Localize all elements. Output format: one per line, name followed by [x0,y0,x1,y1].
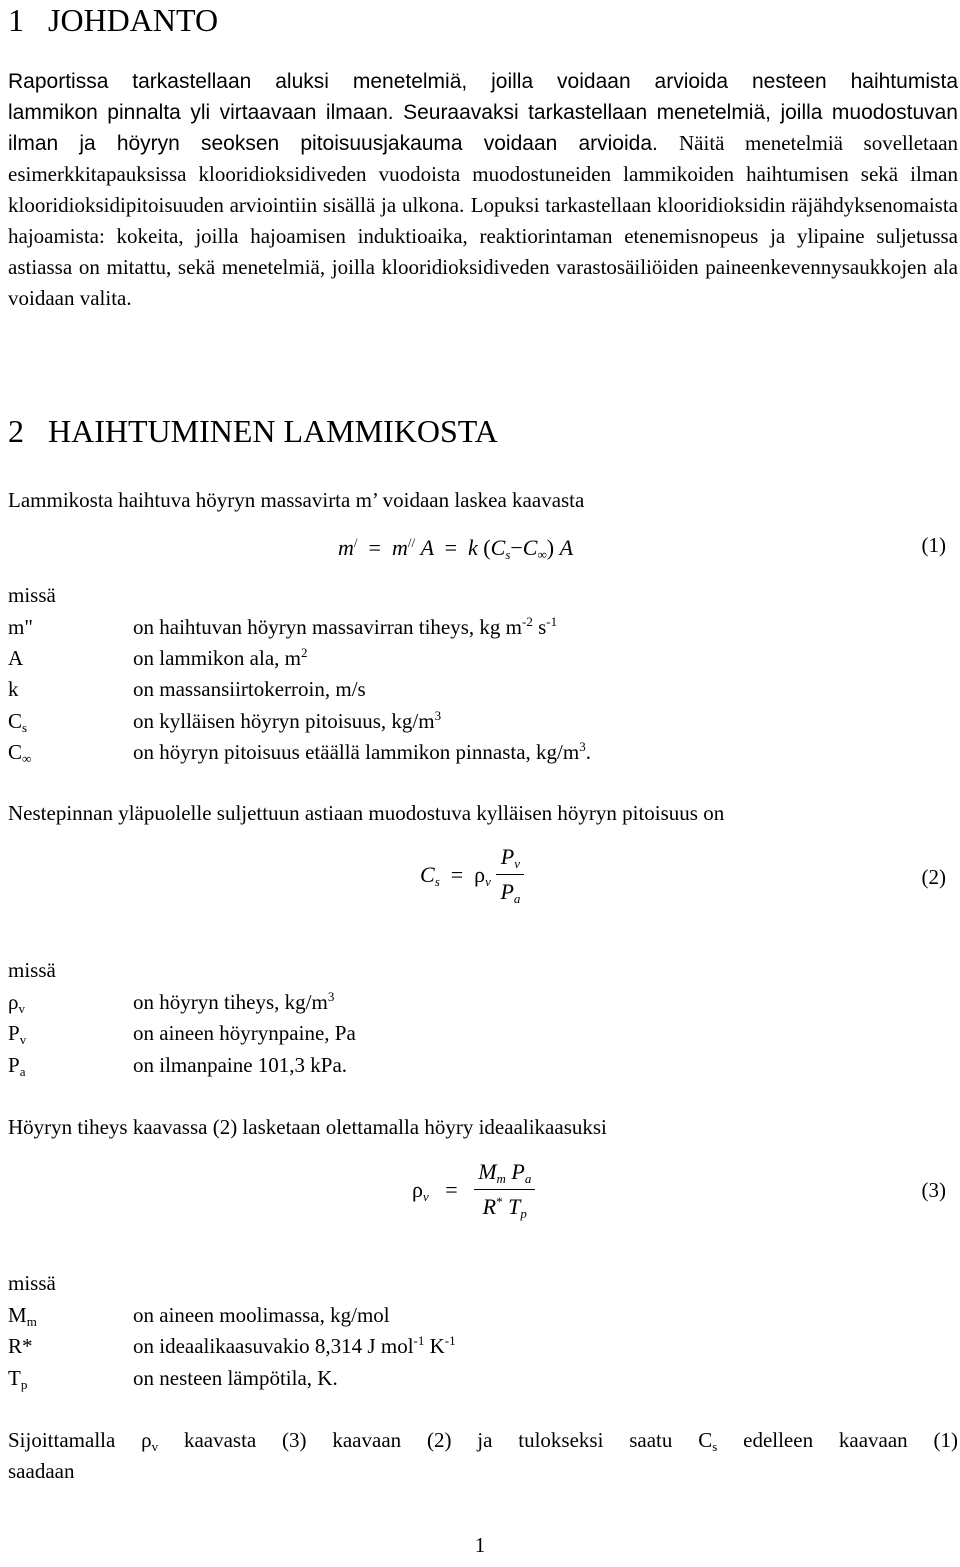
def3-sym-Mm [8,1300,37,1331]
eq3-den-R: R [482,1194,497,1219]
eq1-doubleprime: // [407,535,416,550]
def1-sym-A [8,643,23,674]
equation-1 [338,532,573,563]
sym-sub: a [19,1064,26,1079]
sym-sub: m [26,1314,37,1329]
sym-text: T [8,1366,21,1390]
def1-sym-Cinf [8,737,31,768]
sym-text: C [8,740,23,764]
final-a: Sijoittamalla [8,1428,142,1452]
final-c: edelleen kaavaan (1) [717,1428,958,1452]
sym-sub: s [22,720,28,735]
sym-sub: v [19,1032,27,1047]
eq3-rho: ρ [412,1176,423,1202]
eq1-minus: − [510,535,523,560]
eq2-rho: ρ [474,861,486,887]
equation-3 [412,1155,535,1224]
paragraph-line-1: Raportissa tarkastellaan aluksi menetelmiä, joilla voidaan arvioida nesteen haihtumista [8,70,958,93]
equation-1-number: (1) [921,533,946,557]
def-sup: 2 [300,645,308,660]
eq2-num-sub: v [514,856,521,871]
eq1-A2: A [559,535,574,560]
eq3-num-a: a [524,1171,532,1186]
eq3-den-star: * [496,1194,503,1209]
eq1-prime: / [353,535,358,550]
page-number: 1 [474,1533,486,1557]
def-mid: K [424,1334,445,1358]
def-text: on höyryn tiheys, kg/m [133,990,328,1014]
sym-text: m" [8,615,33,639]
final-paragraph [8,1425,958,1487]
def2-sym-Pv [8,1018,26,1049]
sym-text: ρ [8,990,19,1014]
eq1-C2: C [522,535,538,560]
def3-text-Tp: on nesteen lämpötila, K. [133,1366,338,1390]
def3-sym-R [8,1331,33,1362]
def1-text-mpp [133,612,557,643]
eq3-den-T: T [508,1194,521,1219]
eq2-num-P: P [500,844,515,869]
intro-eq1: Lammikosta haihtuva höyryn massavirta m’ voidaan laskea kaavasta [8,488,585,512]
section-2-number: 2 [8,413,24,449]
intro-eq2: Nestepinnan yläpuolelle suljettuun astiaan muodostuva kylläisen höyryn pitoisuus on [8,801,725,825]
eq3-num-m: m [496,1171,506,1186]
def2-text-rho [133,987,334,1018]
sym-text: P [8,1053,20,1077]
def-sup2: -1 [444,1333,456,1348]
eq1-C: C [490,535,506,560]
missa-label-1: missä [8,583,56,607]
eq2-numerator [496,840,524,875]
sym-sub: ∞ [22,751,32,766]
def-sup: 3 [327,989,335,1004]
section-1-number: 1 [8,2,24,38]
def2-sym-rho [8,987,25,1018]
def-text: on ideaalikaasuvakio 8,314 J mol [133,1334,414,1358]
def1-sym-k [8,674,19,705]
def-sup: 3 [579,739,586,754]
def-text: on kylläisen höyryn pitoisuus, kg/m [133,709,435,733]
def1-sym-Cs [8,706,27,737]
missa-label-2: missä [8,958,56,982]
def-sup: 3 [434,708,442,723]
eq3-v: v [422,1188,429,1204]
equation-3-number: (3) [921,1178,946,1202]
def1-text-A [133,643,307,674]
def2-sym-Pa [8,1050,25,1081]
def1-text-Cinf [133,737,591,768]
final-line-1 [8,1425,958,1456]
def1-text-k: on massansiirtokerroin, m/s [133,677,366,701]
final-v: v [151,1439,159,1454]
def3-text-R [133,1331,456,1362]
sym-sub: v [18,1001,25,1016]
eq2-den-sub: a [513,891,521,906]
eq1-inf: ∞ [537,547,547,562]
eq3-num-P: P [511,1159,525,1184]
eq1-lparen: ( [483,535,491,560]
def1-sym-mpp [8,612,33,643]
def2-text-Pv: on aineen höyrynpaine, Pa [133,1021,356,1045]
intro-eq3: Höyryn tiheys kaavassa (2) lasketaan olettamalla höyry ideaalikaasuksi [8,1115,607,1139]
eq2-s: s [434,873,440,889]
eq1-m: m [338,535,354,560]
def2-text-Pa: on ilmanpaine 101,3 kPa. [133,1053,348,1077]
eq3-equals: = [445,1176,458,1202]
eq2-denominator [496,875,524,909]
section-2-title: HAIHTUMINEN LAMMIKOSTA [48,413,498,449]
eq1-m2: m [391,535,408,560]
def-end: . [585,740,591,764]
eq3-num-M: M [478,1159,497,1184]
section-1-title: JOHDANTO [48,2,219,38]
sym-sub: p [20,1377,28,1392]
eq3-denominator [474,1190,535,1224]
final-s: s [712,1439,718,1454]
eq2-fraction [496,840,524,909]
eq3-numerator [474,1155,535,1190]
eq1-rparen: ) [546,535,555,560]
eq3-lhs [412,1173,469,1207]
eq2-C: C [420,861,435,887]
paragraph-body [8,97,958,314]
def1-text-Cs [133,706,441,737]
paragraph-text-b: Näitä menetelmiä sovelletaan esimerkkitapauksissa klooridioksidiveden vuodoista muodostuneiden lammikoiden haihtumisen sekä ilman klooridioksidipitoisuuden arviointiin sisällä ja ulkona. [8,131,959,217]
paragraph-text-a: lammikon pinnalta yli virtaavaan ilmaan. Seuraavaksi tarkastellaan menetelmiä, joilla muodostuvan ilman ja höyryn seoksen pitoisuusjakauma voidaan arvioida. [8,101,958,155]
eq3-den-p: p [520,1206,527,1221]
sym-text: A [8,646,24,670]
sym-text: k [8,677,19,701]
def-text: on haihtuvan höyryn massavirran tiheys, kg m [133,615,523,639]
eq2-den-P: P [500,879,514,904]
def-sup: -2 [522,614,533,629]
def-text: on höyryn pitoisuus etäällä lammikon pinnasta, kg/m [133,740,580,764]
equation-2 [420,840,524,909]
eq3-fraction [474,1155,535,1224]
sym-text: C [8,709,23,733]
eq1-s: s [505,547,511,562]
sym-text: M [8,1303,27,1327]
equation-2-number: (2) [921,865,946,889]
eq1-A: A [420,535,434,560]
final-rho: ρ [141,1428,152,1452]
def3-sym-Tp [8,1363,27,1394]
eq1-equals-2: = [444,535,458,560]
def3-text-Mm: on aineen moolimassa, kg/mol [133,1303,390,1327]
eq1-equals: = [368,535,381,560]
sym-text: R* [8,1334,33,1358]
paragraph-text-c: Lopuksi tarkastellaan klooridioksidin räjähdyksenomaista hajoamista: kokeita, joilla hajoamisen induktioaika, reaktiorintaman etenemisnopeus ja ylipaine suljetussa astiassa on mitattu, sekä menetelmiä, joilla klooridioksidiveden varastosäiliöiden paineenkevennysaukkojen ala voidaan valita. [8,193,959,310]
def-sup: -1 [413,1333,425,1348]
def-mid: s [532,615,547,639]
sym-text: P [8,1021,20,1045]
section-1-heading [8,2,218,38]
missa-label-3: missä [8,1271,56,1295]
def-text: on lammikon ala, m [133,646,301,670]
section-1-paragraph [8,66,958,314]
eq1-k: k [468,535,478,560]
eq2-lhs [420,858,491,892]
section-2-heading [8,413,498,449]
final-line-2: saadaan [8,1459,75,1483]
final-b: kaavasta (3) kaavaan (2) ja tulokseksi saatu [158,1428,699,1452]
eq2-v: v [485,873,491,889]
eq2-equals: = [450,861,464,887]
final-C: C [698,1428,713,1452]
def-sup2: -1 [546,614,558,629]
